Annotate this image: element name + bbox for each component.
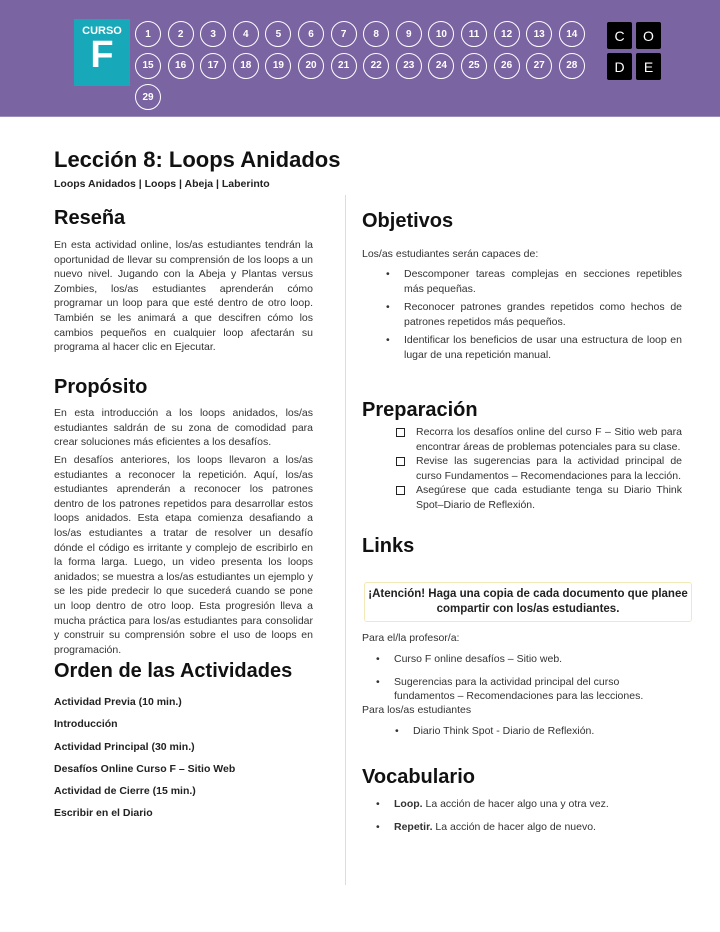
objetivos-heading: Objetivos xyxy=(362,210,454,232)
lesson-link-17[interactable]: 17 xyxy=(200,53,226,79)
objective-item: • Descomponer tareas complejas en secciones repetibles más pequeñas. xyxy=(386,267,682,296)
page-title: Lección 8: Loops Anidados xyxy=(54,147,341,172)
vocab-definition: La acción de hacer algo una y otra vez. xyxy=(422,798,609,810)
activity-item: Escribir en el Diario xyxy=(54,807,153,820)
column-divider xyxy=(345,195,346,885)
lesson-link-9[interactable]: 9 xyxy=(396,21,422,47)
teacher-links xyxy=(376,652,682,708)
lesson-link-5[interactable]: 5 xyxy=(265,21,291,47)
course-label: CURSO xyxy=(82,25,122,37)
course-letter: F xyxy=(90,34,114,76)
logo-letter: E xyxy=(636,53,661,80)
lesson-link-4[interactable]: 4 xyxy=(233,21,259,47)
lesson-link-28[interactable]: 28 xyxy=(559,53,585,79)
lesson-link-10[interactable]: 10 xyxy=(428,21,454,47)
resena-heading: Reseña xyxy=(54,207,126,229)
lesson-link-2[interactable]: 2 xyxy=(168,21,194,47)
student-label: Para los/as estudiantes xyxy=(362,704,472,716)
links-heading: Links xyxy=(362,535,415,557)
logo-letter: C xyxy=(607,22,632,49)
checklist-item[interactable]: Revise las sugerencias para la actividad principal de curso Fundamentos – Recomendaciones para la lección. xyxy=(396,454,682,483)
checklist-item[interactable]: Asegúrese que cada estudiante tenga su Diario Think Spot–Diario de Reflexión. xyxy=(396,483,682,512)
lesson-link-15[interactable]: 15 xyxy=(135,53,161,79)
objective-item: • Reconocer patrones grandes repetidos como hechos de patrones repetidos más pequeños. xyxy=(386,300,682,329)
code-logo xyxy=(607,22,663,80)
vocab-item xyxy=(376,797,682,812)
lesson-link-22[interactable]: 22 xyxy=(363,53,389,79)
lesson-link-16[interactable]: 16 xyxy=(168,53,194,79)
proposito-text-2: En desafíos anteriores, los loops llevaron a los/as estudiantes a reconocer la repetición. Aquí, los/as estudiantes aprenderán a reconocer los patrones dentro de los patrones repetidos para desarrollar estos loops anidados. Esta etapa comienza desafiando a los/as estudiantes a tratar de resolver un desafío dónde el código es irritante y complejo de escribirlo en la forma larga. Luego, un video presenta los loops anidados; se muestra a los/as estudiantes un ejemplo y se les pide predecir lo que sucederá cuando se pone un loop dentro de otro loop. Esta progresión lleva a mucha práctica para los/as estudiantes para consolidar y construir su comprensión sobre el uso de loops en programación. xyxy=(54,454,313,656)
lesson-link-21[interactable]: 21 xyxy=(331,53,357,79)
activity-item: Desafíos Online Curso F – Sitio Web xyxy=(54,762,236,775)
student-links xyxy=(395,724,681,743)
link-item[interactable]: • Diario Think Spot - Diario de Reflexión. xyxy=(395,724,681,739)
logo-letter: O xyxy=(636,22,661,49)
lesson-link-18[interactable]: 18 xyxy=(233,53,259,79)
lesson-link-27[interactable]: 27 xyxy=(526,53,552,79)
lesson-link-24[interactable]: 24 xyxy=(428,53,454,79)
objective-item: • Identificar los beneficios de usar una estructura de loop en lugar de una repetición manual. xyxy=(386,333,682,362)
lesson-link-26[interactable]: 26 xyxy=(494,53,520,79)
link-item[interactable]: • Sugerencias para la actividad principal del curso fundamentos – Recomendaciones para las lecciones. xyxy=(376,675,682,704)
lesson-link-6[interactable]: 6 xyxy=(298,21,324,47)
activity-item: Actividad Previa (10 min.) xyxy=(54,696,182,708)
vocab-item xyxy=(376,820,682,835)
lesson-link-1[interactable]: 1 xyxy=(135,21,161,47)
vocab-term: Repetir. xyxy=(394,820,433,833)
subtitle-tags: Loops Anidados | Loops | Abeja | Laberinto xyxy=(54,178,270,190)
lesson-link-29[interactable]: 29 xyxy=(135,84,161,110)
course-header xyxy=(0,0,720,117)
lesson-link-12[interactable]: 12 xyxy=(494,21,520,47)
vocabulario-heading: Vocabulario xyxy=(362,766,475,788)
activity-item: Actividad Principal (30 min.) xyxy=(54,740,195,753)
lesson-link-23[interactable]: 23 xyxy=(396,53,422,79)
activity-item: Introducción xyxy=(54,718,118,731)
logo-letter: D xyxy=(607,53,632,80)
course-badge xyxy=(74,19,130,86)
proposito-heading: Propósito xyxy=(54,376,148,398)
activity-item: Actividad de Cierre (15 min.) xyxy=(54,785,196,798)
lesson-link-13[interactable]: 13 xyxy=(526,21,552,47)
objetivos-list xyxy=(386,267,682,367)
orden-heading: Orden de las Actividades xyxy=(54,660,293,682)
vocab-definition: La acción de hacer algo de nuevo. xyxy=(432,820,596,833)
lesson-link-8[interactable]: 8 xyxy=(363,21,389,47)
proposito-text-1: En esta introducción a los loops anidados, los/as estudiantes saldrán de su zona de comodidad para crear soluciones más eficientes a los desafíos. xyxy=(54,407,313,449)
link-item[interactable]: • Curso F online desafíos – Sitio web. xyxy=(376,652,682,667)
lesson-link-25[interactable]: 25 xyxy=(461,53,487,79)
lesson-link-11[interactable]: 11 xyxy=(461,21,487,47)
lesson-link-14[interactable]: 14 xyxy=(559,21,585,47)
resena-text: En esta actividad online, los/as estudiantes tendrán la oportunidad de llevar su comprensión de los loops a un nuevo nivel. Jugando con la Abeja y Plantas versus Zombies, los/as estudiantes aprenderán cómo programar un loop para que esté dentro de otro loop. También se les animará a que descifren cómo los cambios pequeños en cualquier loop afectarán su programa al hacer clic en Ejecutar. xyxy=(54,239,313,354)
attention-box: ¡Atención! Haga una copia de cada documento que planee compartir con los/as estudiantes. xyxy=(364,582,692,622)
teacher-label: Para el/la profesor/a: xyxy=(362,632,460,644)
lesson-link-20[interactable]: 20 xyxy=(298,53,324,79)
checklist-item[interactable]: Recorra los desafíos online del curso F – Sitio web para encontrar áreas de problemas potenciales para su clase. xyxy=(396,425,682,454)
lesson-link-19[interactable]: 19 xyxy=(265,53,291,79)
activity-order-list xyxy=(54,696,235,830)
objetivos-intro: Los/as estudiantes serán capaces de: xyxy=(362,248,539,260)
lesson-link-7[interactable]: 7 xyxy=(331,21,357,47)
vocabulary-list xyxy=(376,797,682,838)
vocab-term: Loop. xyxy=(394,798,423,810)
preparacion-checklist xyxy=(396,425,682,513)
preparacion-heading: Preparación xyxy=(362,399,478,421)
lesson-link-3[interactable]: 3 xyxy=(200,21,226,47)
